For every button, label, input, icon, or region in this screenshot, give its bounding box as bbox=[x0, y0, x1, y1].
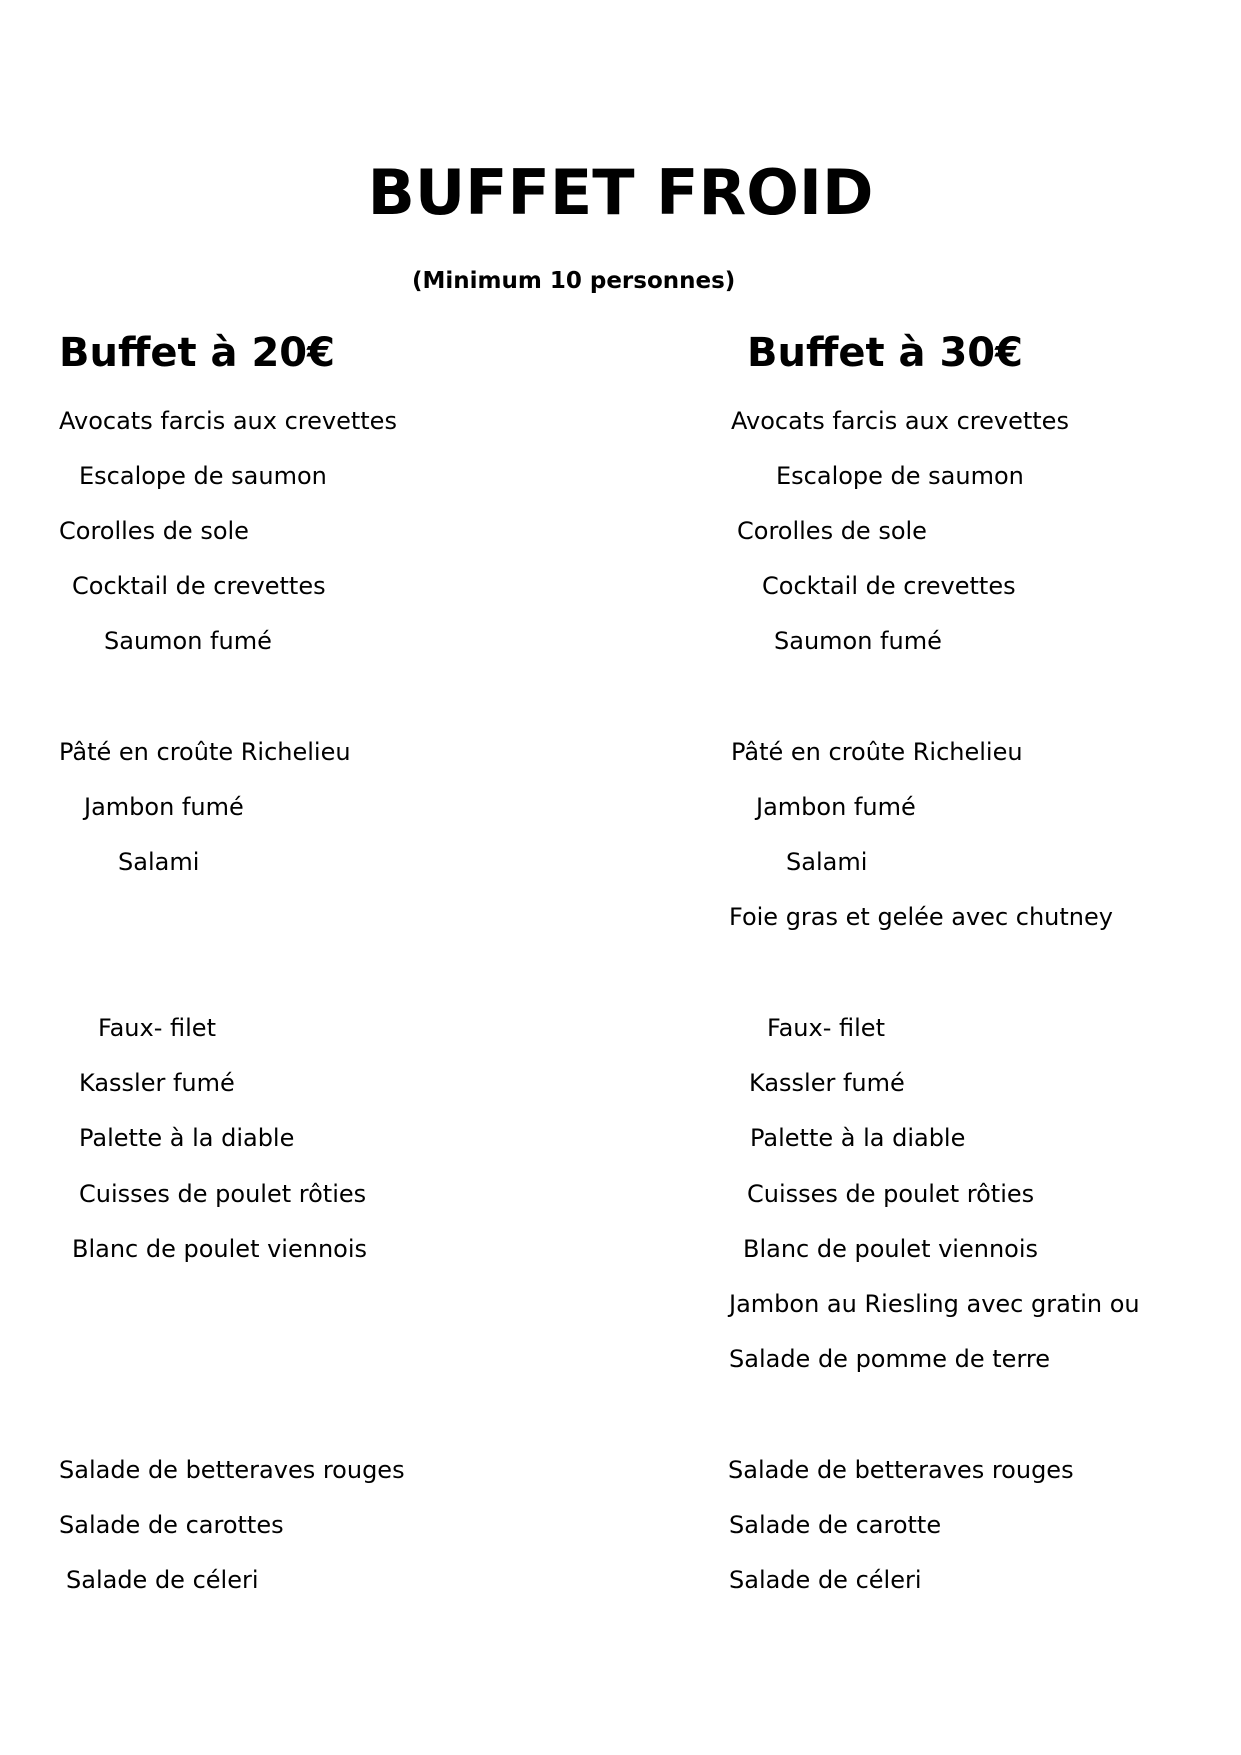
menu-item: Salade de betteraves rouges bbox=[728, 1456, 1074, 1484]
menu-item: Blanc de poulet viennois bbox=[72, 1235, 368, 1263]
menu-item: Avocats farcis aux crevettes bbox=[731, 407, 1069, 435]
menu-item: Salami bbox=[786, 848, 868, 876]
menu-item: Faux- filet bbox=[767, 1014, 885, 1042]
page-subtitle: (Minimum 10 personnes) bbox=[412, 268, 736, 294]
menu-item: Foie gras et gelée avec chutney bbox=[729, 903, 1113, 931]
menu-item: Cocktail de crevettes bbox=[72, 572, 326, 600]
menu-item: Corolles de sole bbox=[59, 517, 249, 545]
menu-item: Salade de céleri bbox=[729, 1566, 922, 1594]
menu-item: Jambon au Riesling avec gratin ou bbox=[729, 1290, 1140, 1318]
buffet-30-heading: Buffet à 30€ bbox=[747, 330, 1023, 376]
buffet-20-heading: Buffet à 20€ bbox=[59, 330, 335, 376]
menu-item: Jambon fumé bbox=[84, 793, 244, 821]
menu-item: Avocats farcis aux crevettes bbox=[59, 407, 397, 435]
menu-item: Cuisses de poulet rôties bbox=[79, 1180, 367, 1208]
menu-item: Salade de carottes bbox=[59, 1511, 284, 1539]
menu-item: Escalope de saumon bbox=[79, 462, 327, 490]
menu-item: Pâté en croûte Richelieu bbox=[59, 738, 351, 766]
menu-item: Salade de betteraves rouges bbox=[59, 1456, 405, 1484]
menu-item: Salade de carotte bbox=[729, 1511, 942, 1539]
page-title: BUFFET FROID bbox=[367, 156, 874, 229]
menu-item: Cocktail de crevettes bbox=[762, 572, 1016, 600]
menu-item: Jambon fumé bbox=[756, 793, 916, 821]
menu-item: Faux- filet bbox=[98, 1014, 216, 1042]
menu-item: Blanc de poulet viennois bbox=[743, 1235, 1039, 1263]
menu-item: Saumon fumé bbox=[104, 627, 272, 655]
menu-item: Kassler fumé bbox=[749, 1069, 905, 1097]
menu-item: Palette à la diable bbox=[750, 1124, 966, 1152]
menu-item: Corolles de sole bbox=[737, 517, 927, 545]
menu-item: Salade de céleri bbox=[66, 1566, 259, 1594]
menu-item: Pâté en croûte Richelieu bbox=[731, 738, 1023, 766]
menu-item: Cuisses de poulet rôties bbox=[747, 1180, 1035, 1208]
menu-item: Salade de pomme de terre bbox=[729, 1345, 1050, 1373]
menu-item: Escalope de saumon bbox=[776, 462, 1024, 490]
menu-item: Kassler fumé bbox=[79, 1069, 235, 1097]
menu-item: Saumon fumé bbox=[774, 627, 942, 655]
menu-item: Palette à la diable bbox=[79, 1124, 295, 1152]
menu-item: Salami bbox=[118, 848, 200, 876]
